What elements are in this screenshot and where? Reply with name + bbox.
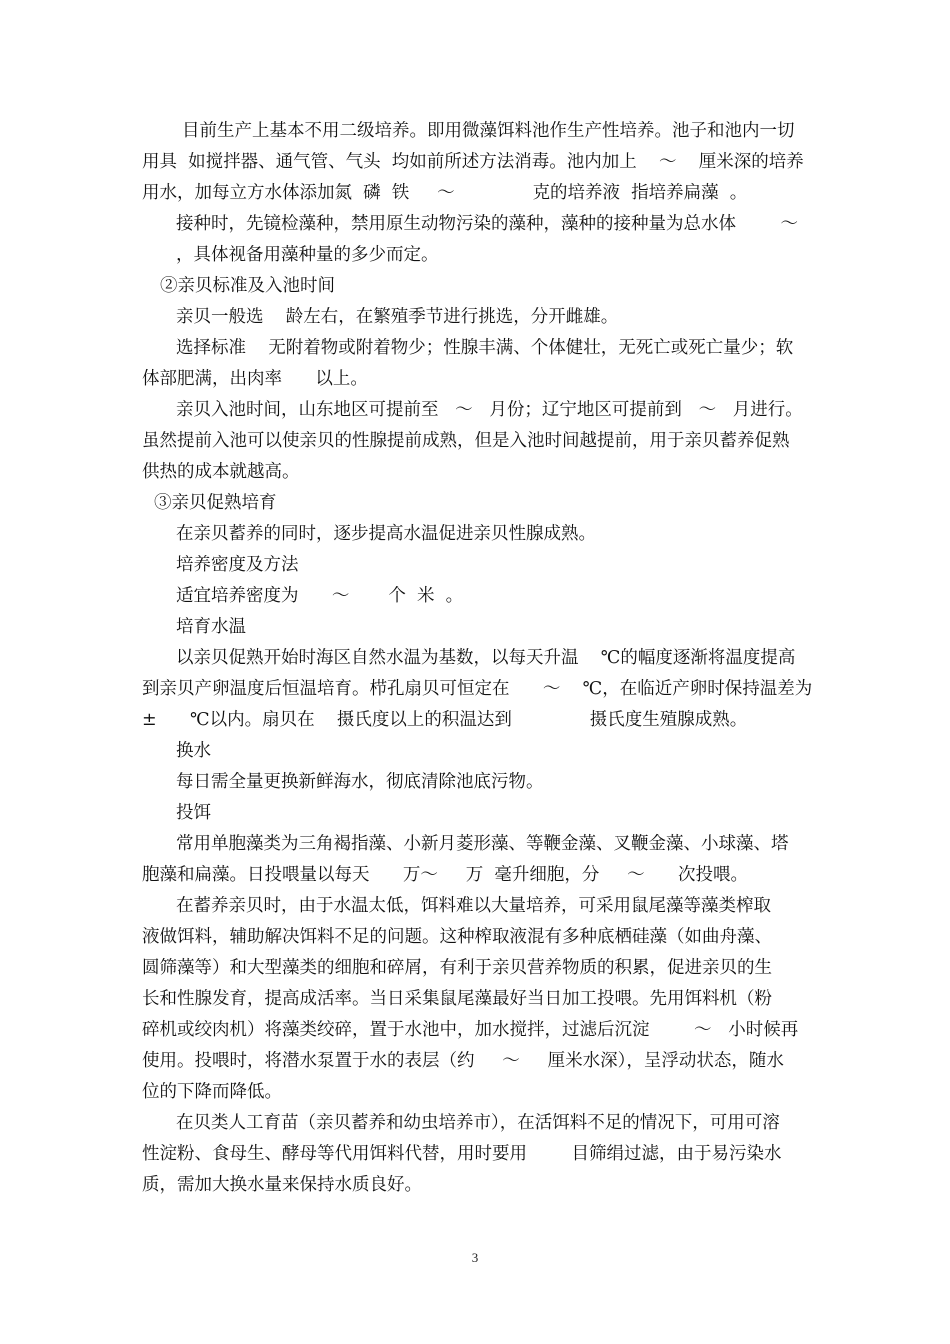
text-line: 适宜培养密度为 ～ 个 米 。 <box>176 586 464 606</box>
text-line: 在贝类人工育苗（亲贝蓄养和幼虫培养市），在活饵料不足的情况下，可用可溶 <box>176 1113 780 1133</box>
text-line: ，具体视备用藻种量的多少而定。 <box>176 245 439 265</box>
text-line: 以亲贝促熟开始时海区自然水温为基数，以每天升温 ℃的幅度逐渐将温度提高 <box>176 648 796 668</box>
text-line: 换水 <box>176 741 211 761</box>
text-line: ± ℃以内。扇贝在 摄氏度以上的积温达到 摄氏度生殖腺成熟。 <box>142 710 748 730</box>
text-line: 用水，加每立方水体添加氮 磷 铁 ～ 克的培养液 指培养扁藻 。 <box>142 183 748 203</box>
text-line: 每日需全量更换新鲜海水，彻底清除池底污物。 <box>176 772 544 792</box>
text-line: 接种时，先镜检藻种，禁用原生动物污染的藻种，藻种的接种量为总水体 ～ <box>176 214 798 234</box>
text-line: 亲贝一般选 龄左右，在繁殖季节进行挑选，分开雌雄。 <box>176 307 619 327</box>
text-line: 液做饵料，辅助解决饵料不足的问题。这种榨取液混有多种底栖硅藻（如曲舟藻、 <box>142 927 772 947</box>
text-line: 亲贝入池时间，山东地区可提前至 ～ 月份；辽宁地区可提前到 ～ 月进行。 <box>176 400 803 420</box>
text-line: 在蓄养亲贝时，由于水温太低，饵料难以大量培养，可采用鼠尾藻等藻类榨取 <box>176 896 771 916</box>
text-line: 虽然提前入池可以使亲贝的性腺提前成熟，但是入池时间越提前，用于亲贝蓄养促熟 <box>142 431 790 451</box>
text-line: ②亲贝标准及入池时间 <box>160 276 335 296</box>
text-line: 培养密度及方法 <box>176 555 299 575</box>
text-line: 圆筛藻等）和大型藻类的细胞和碎屑，有利于亲贝营养物质的积累，促进亲贝的生 <box>142 958 772 978</box>
text-line: 培育水温 <box>176 617 246 637</box>
text-line: 选择标准 无附着物或附着物少；性腺丰满、个体健壮，无死亡或死亡量少；软 <box>176 338 794 358</box>
text-line: 胞藻和扁藻。日投喂量以每天 万～ 万 毫升细胞，分 ～ 次投喂。 <box>142 865 749 885</box>
text-line: 目前生产上基本不用二级培养。即用微藻饵料池作生产性培养。池子和池内一切 <box>182 121 795 141</box>
text-line: ③亲贝促熟培育 <box>154 493 277 513</box>
page-number: 3 <box>471 1250 479 1265</box>
text-line: 常用单胞藻类为三角褐指藻、小新月菱形藻、等鞭金藻、叉鞭金藻、小球藻、塔 <box>176 834 789 854</box>
text-line: 质，需加大换水量来保持水质良好。 <box>142 1175 422 1195</box>
text-line: 长和性腺发育，提高成活率。当日采集鼠尾藻最好当日加工投喂。先用饵料机（粉 <box>142 989 772 1009</box>
text-line: 到亲贝产卵温度后恒温培育。栉孔扇贝可恒定在 ～ ℃，在临近产卵时保持温差为 <box>142 679 813 699</box>
text-line: 碎机或绞肉机）将藻类绞碎，置于水池中，加水搅拌，过滤后沉淀 ～ 小时候再 <box>142 1020 799 1040</box>
text-line: 体部肥满，出肉率 以上。 <box>142 369 368 389</box>
text-line: 性淀粉、食母生、酵母等代用饵料代替，用时要用 目筛绢过滤，由于易污染水 <box>142 1144 782 1164</box>
document-body <box>142 116 858 1201</box>
text-line: 用具 如搅拌器、通气管、气头 均如前所述方法消毒。池内加上 ～ 厘米深的培养 <box>142 152 804 172</box>
text-line: 位的下降而降低。 <box>142 1082 282 1102</box>
text-line: 供热的成本就越高。 <box>142 462 300 482</box>
text-line: 使用。投喂时，将潜水泵置于水的表层（约 ～ 厘米水深），呈浮动状态，随水 <box>142 1051 784 1071</box>
text-line: 在亲贝蓄养的同时，逐步提高水温促进亲贝性腺成熟。 <box>176 524 596 544</box>
text-line: 投饵 <box>176 803 211 823</box>
